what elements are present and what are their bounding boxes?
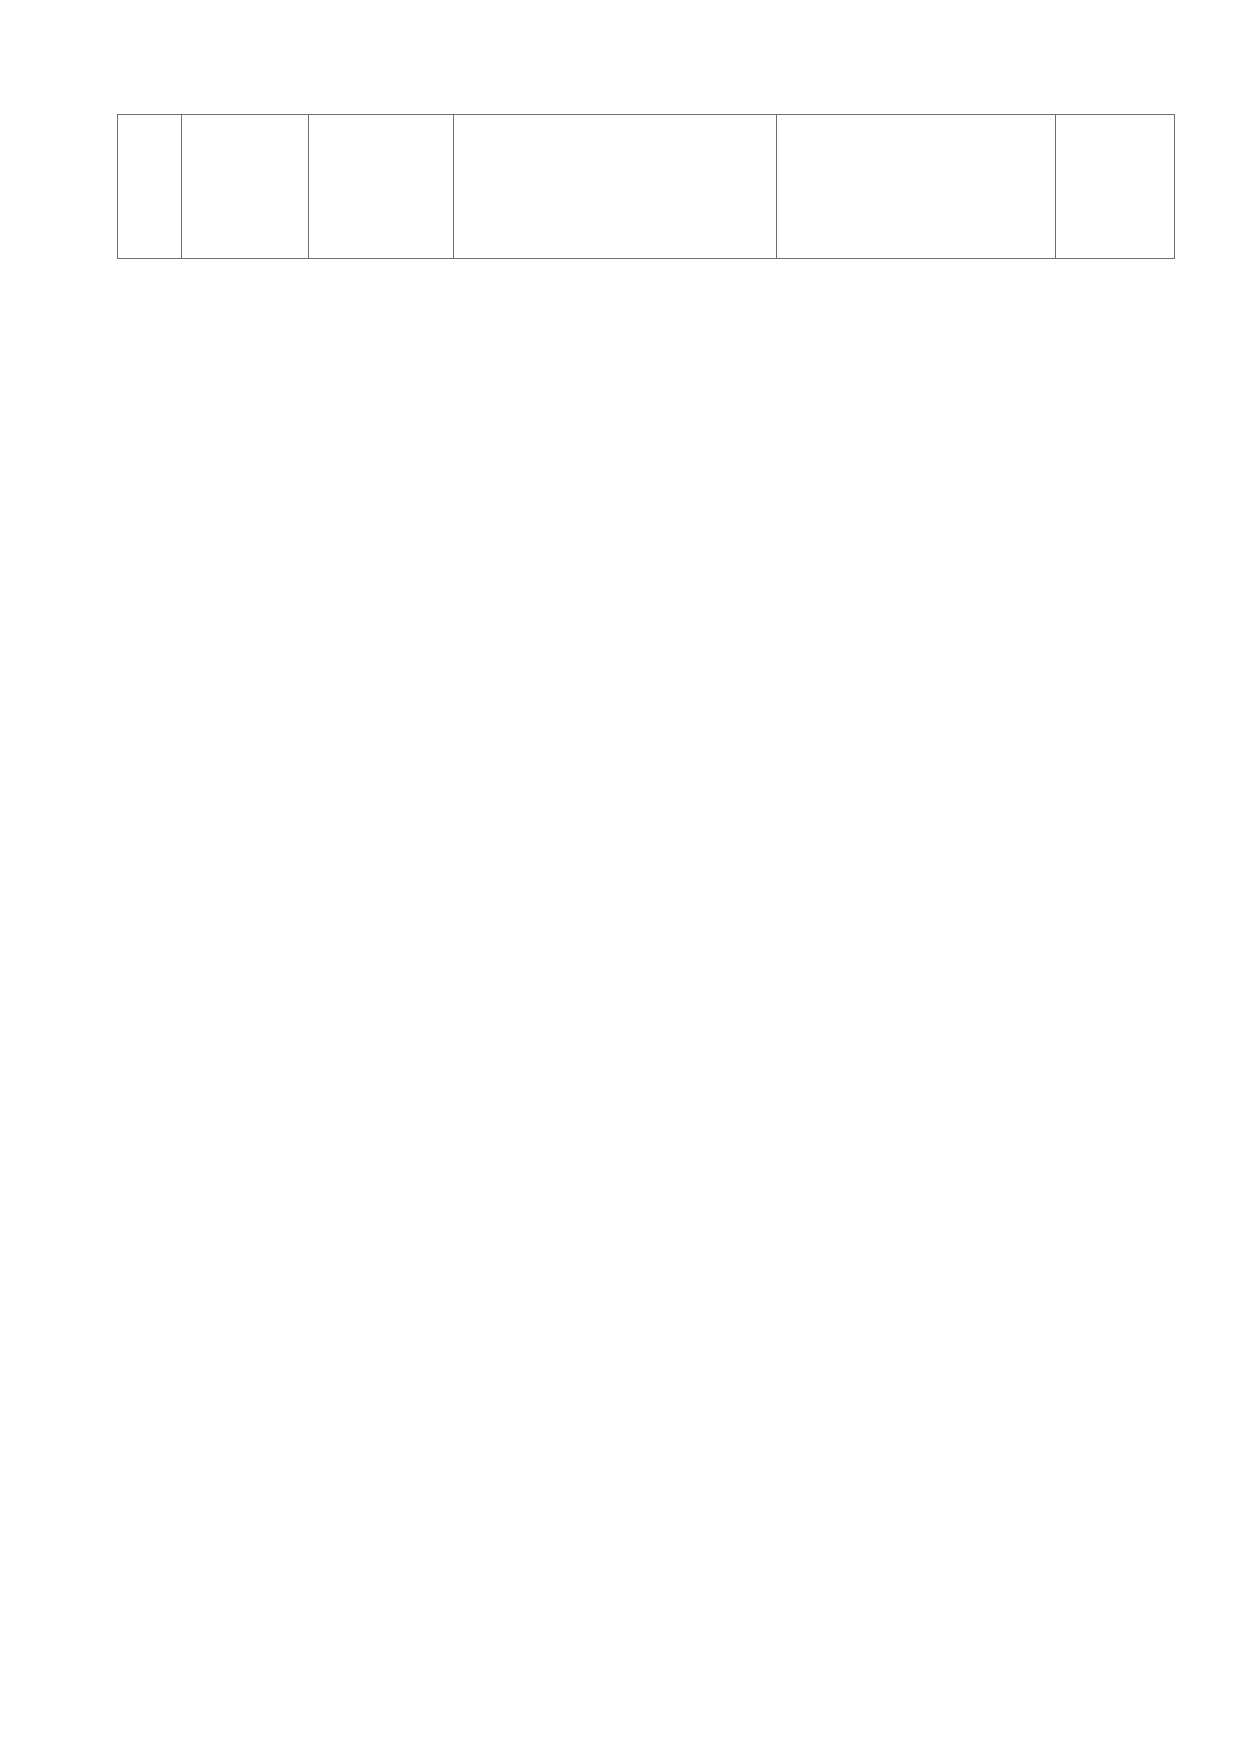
table-row <box>118 115 1175 259</box>
textbook-table <box>117 114 1175 259</box>
textbook-cell <box>454 115 777 259</box>
table-body <box>118 115 1175 259</box>
count-cell <box>309 115 454 259</box>
class-cell <box>182 115 309 259</box>
quantity-cell <box>1056 115 1175 259</box>
methodical-guide-cell <box>777 115 1056 259</box>
row-number-cell <box>118 115 182 259</box>
